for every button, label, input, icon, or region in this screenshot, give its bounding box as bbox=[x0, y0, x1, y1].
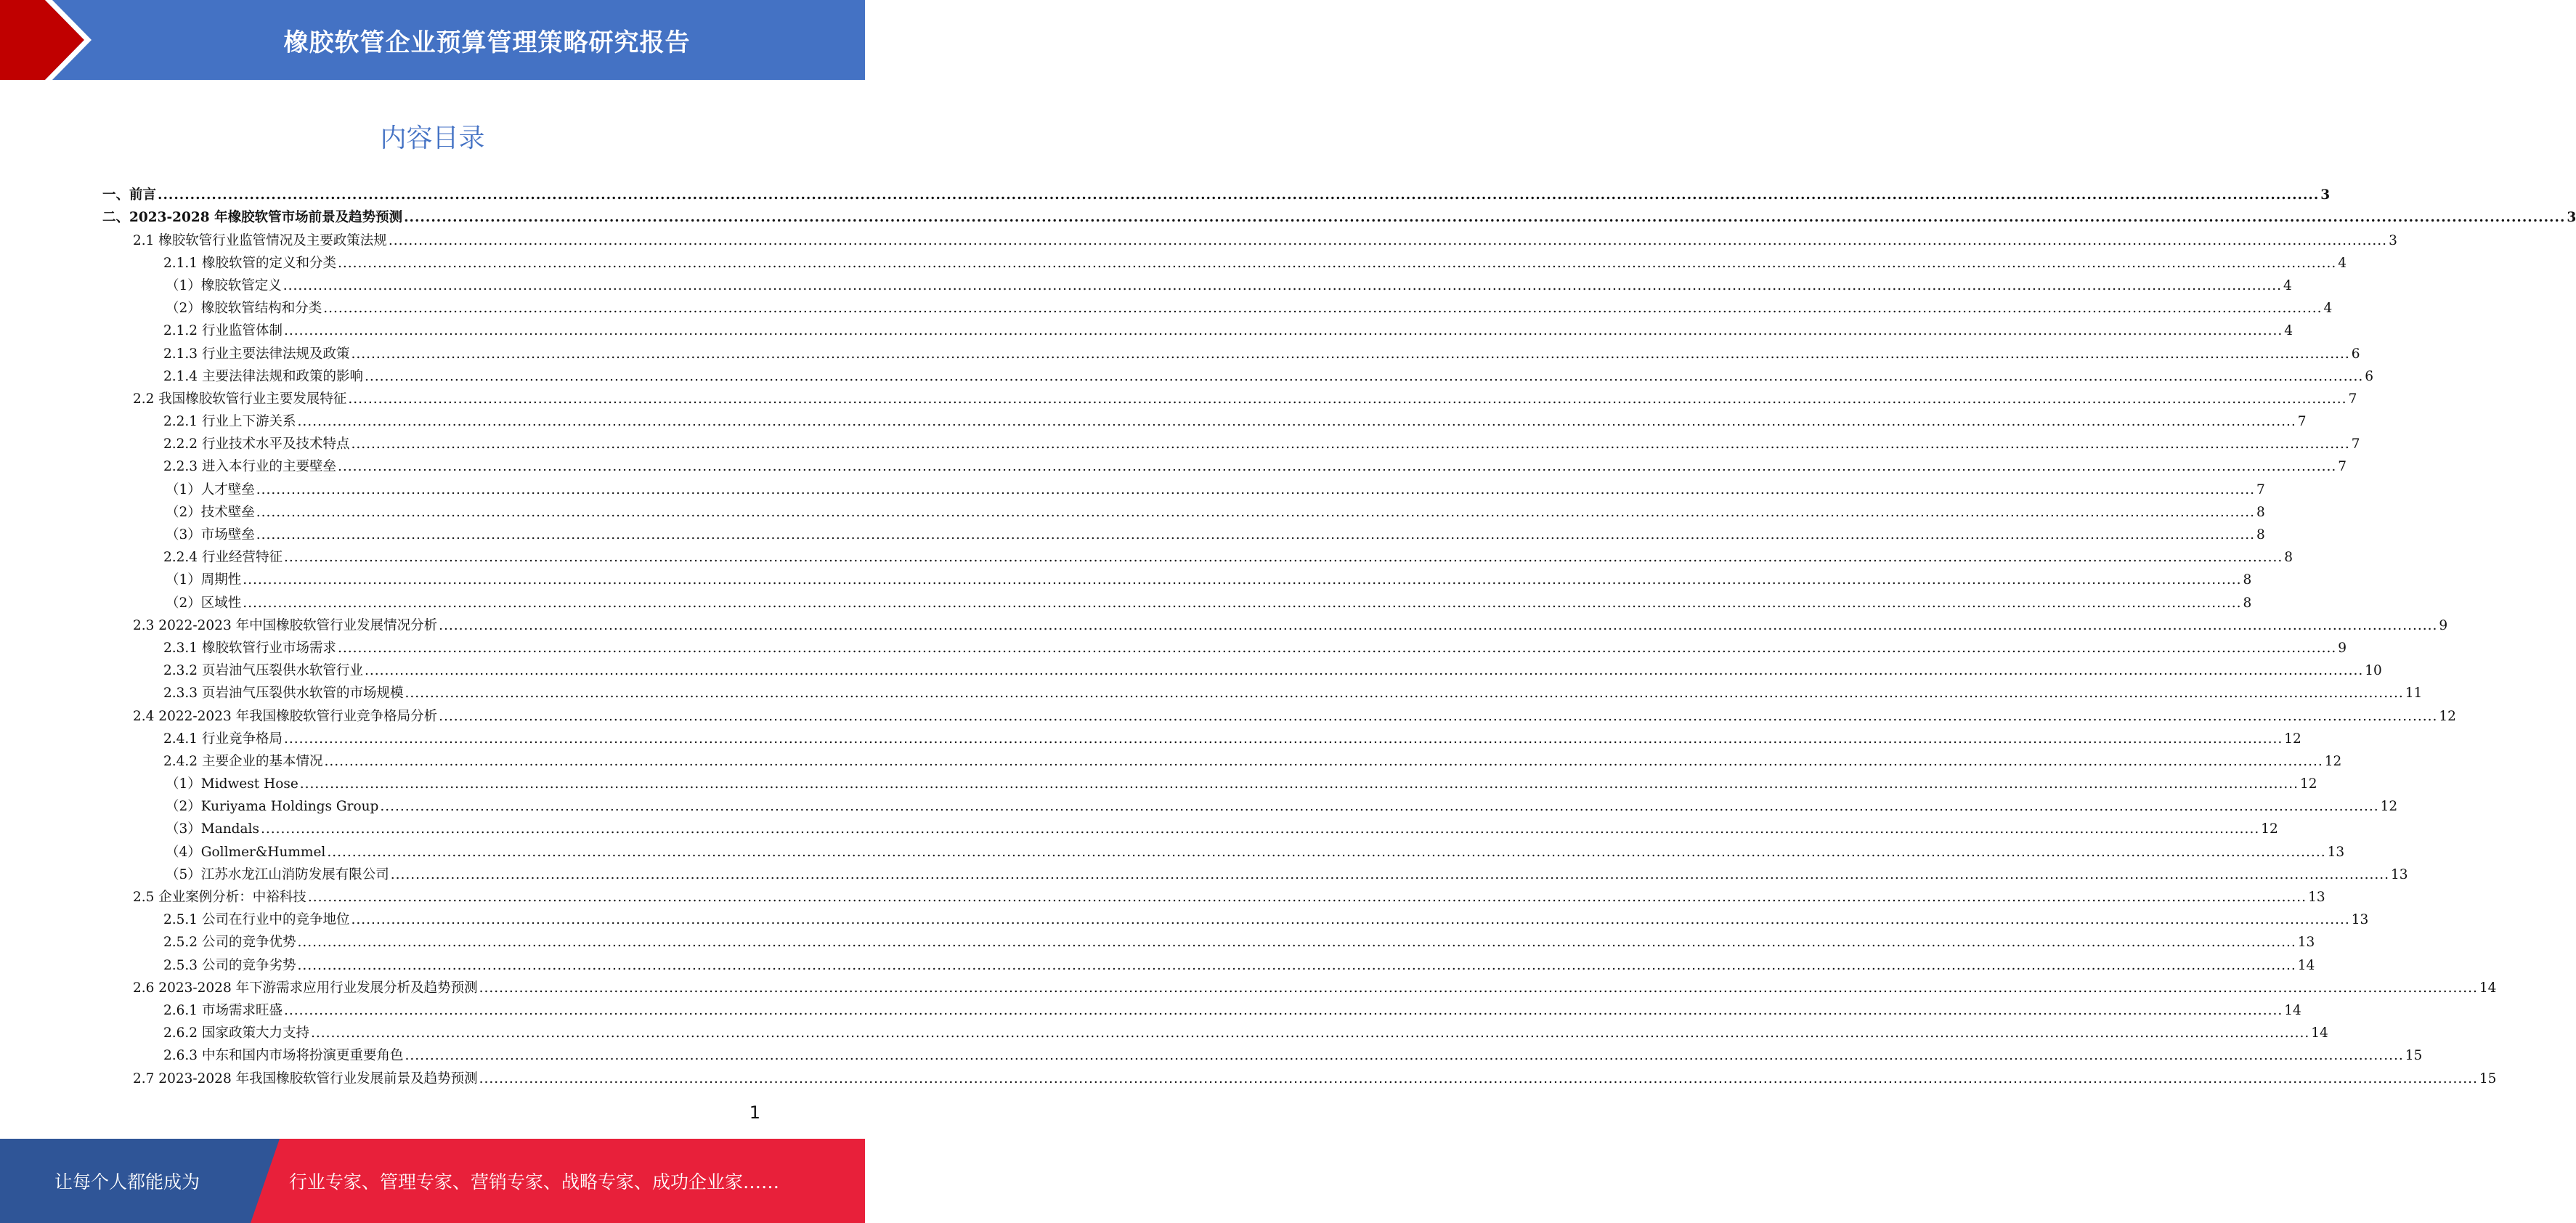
toc-entry[interactable] bbox=[0, 659, 2382, 682]
toc-entry[interactable] bbox=[0, 999, 2301, 1022]
toc-leader-dots: ................................................................................................................................................................................................................................................................................................................................................................................................................ bbox=[307, 890, 2307, 905]
toc-leader-dots: ................................................................................................................................................................................................................................................................................................................................................................................................................ bbox=[351, 912, 2350, 928]
toc-entry[interactable] bbox=[0, 252, 2347, 275]
toc-leader-dots: ................................................................................................................................................................................................................................................................................................................................................................................................................ bbox=[323, 301, 2323, 317]
toc-entry-title: 2.5.3 公司的竞争劣势 bbox=[163, 957, 296, 973]
toc-entry-title: 2.1.4 主要法律法规和政策的影响 bbox=[163, 368, 363, 384]
toc-entry-page: 9 bbox=[2338, 640, 2347, 656]
toc-leader-dots: ................................................................................................................................................................................................................................................................................................................................................................................................................ bbox=[297, 957, 2296, 973]
toc-leader-dots: ................................................................................................................................................................................................................................................................................................................................................................................................................ bbox=[364, 663, 2364, 679]
toc-entry-title: 2.2.3 进入本行业的主要壁垒 bbox=[163, 459, 336, 475]
toc-entry-title: 2.4 2022-2023 年我国橡胶软管行业竞争格局分析 bbox=[133, 708, 438, 724]
toc-leader-dots: ................................................................................................................................................................................................................................................................................................................................................................................................................ bbox=[439, 708, 2438, 724]
toc-leader-dots: ................................................................................................................................................................................................................................................................................................................................................................................................................ bbox=[337, 459, 2337, 475]
toc-entry-page: 13 bbox=[2327, 844, 2345, 860]
toc-entry-page: 14 bbox=[2284, 1002, 2301, 1018]
toc-leader-dots: ................................................................................................................................................................................................................................................................................................................................................................................................................ bbox=[404, 210, 2566, 226]
page-number: 1 bbox=[749, 1102, 760, 1123]
toc-entry[interactable] bbox=[0, 365, 2373, 388]
toc-entry[interactable] bbox=[0, 297, 2333, 320]
toc-entry-title: 2.5 企业案例分析：中裕科技 bbox=[133, 890, 306, 905]
toc-entry-page: 8 bbox=[2256, 527, 2265, 543]
toc-entry-title: （1）橡胶软管定义 bbox=[166, 277, 282, 293]
toc-entry[interactable] bbox=[0, 773, 2317, 795]
toc-leader-dots: ................................................................................................................................................................................................................................................................................................................................................................................................................ bbox=[439, 617, 2438, 633]
toc-entry-title: 2.3.3 页岩油气压裂供水软管的市场规模 bbox=[163, 686, 404, 702]
toc-entry-title: 2.2.4 行业经营特征 bbox=[163, 550, 283, 566]
toc-entry-title: （1）周期性 bbox=[166, 572, 242, 588]
toc-entry-title: （2）区域性 bbox=[166, 595, 242, 611]
arrow-decoration-icon bbox=[0, 0, 109, 80]
toc-entry-title: 2.6.2 国家政策大力支持 bbox=[163, 1025, 309, 1041]
toc-entry[interactable] bbox=[0, 524, 2265, 546]
toc-leader-dots: ................................................................................................................................................................................................................................................................................................................................................................................................................ bbox=[158, 187, 2320, 203]
toc-leader-dots: ................................................................................................................................................................................................................................................................................................................................................................................................................ bbox=[283, 323, 2283, 339]
toc-entry-title: 2.1.3 行业主要法律法规及政策 bbox=[163, 346, 350, 362]
toc-entry-page: 4 bbox=[2284, 323, 2293, 339]
toc-entry[interactable] bbox=[0, 840, 2345, 863]
toc-entry-page: 11 bbox=[2405, 686, 2423, 702]
toc-entry[interactable] bbox=[0, 886, 2325, 909]
toc-entry-title: （3）市场壁垒 bbox=[166, 527, 255, 543]
toc-entry-title: （4）Gollmer&Hummel bbox=[166, 844, 326, 860]
toc-entry[interactable] bbox=[0, 275, 2292, 297]
toc-entry[interactable] bbox=[0, 591, 2252, 614]
toc-leader-dots: ................................................................................................................................................................................................................................................................................................................................................................................................................ bbox=[260, 821, 2260, 837]
toc-leader-dots: ................................................................................................................................................................................................................................................................................................................................................................................................................ bbox=[337, 255, 2337, 271]
toc-entry-title: 2.2.2 行业技术水平及技术特点 bbox=[163, 436, 350, 452]
toc-entry-page: 13 bbox=[2297, 935, 2315, 951]
report-title: 橡胶软管企业预算管理策略研究报告 bbox=[283, 28, 691, 57]
toc-entry-title: （2）技术壁垒 bbox=[166, 504, 255, 520]
toc-leader-dots: ................................................................................................................................................................................................................................................................................................................................................................................................................ bbox=[283, 550, 2283, 566]
toc-leader-dots: ................................................................................................................................................................................................................................................................................................................................................................................................................ bbox=[283, 731, 2283, 747]
toc-entry[interactable] bbox=[0, 410, 2307, 433]
toc-entry-title: （2）橡胶软管结构和分类 bbox=[166, 301, 322, 317]
toc-entry-page: 7 bbox=[2348, 391, 2357, 407]
toc-entry[interactable] bbox=[0, 569, 2252, 591]
toc-entry-title: 2.3.2 页岩油气压裂供水软管行业 bbox=[163, 663, 363, 679]
toc-leader-dots: ................................................................................................................................................................................................................................................................................................................................................................................................................ bbox=[351, 346, 2350, 362]
toc-entry-page: 12 bbox=[2261, 821, 2278, 837]
toc-leader-dots: ................................................................................................................................................................................................................................................................................................................................................................................................................ bbox=[243, 572, 2242, 588]
toc-entry[interactable] bbox=[0, 501, 2265, 524]
toc-entry[interactable] bbox=[0, 977, 2497, 999]
toc-entry-page: 6 bbox=[2351, 346, 2360, 362]
toc-entry[interactable] bbox=[0, 546, 2293, 569]
toc-leader-dots: ................................................................................................................................................................................................................................................................................................................................................................................................................ bbox=[348, 391, 2347, 407]
toc-entry-page: 3 bbox=[2320, 187, 2331, 203]
toc-leader-dots: ................................................................................................................................................................................................................................................................................................................................................................................................................ bbox=[297, 414, 2296, 430]
toc-leader-dots: ................................................................................................................................................................................................................................................................................................................................................................................................................ bbox=[283, 1002, 2283, 1018]
toc-entry-page: 13 bbox=[2308, 890, 2325, 905]
toc-entry-title: 2.5.2 公司的竞争优势 bbox=[163, 935, 296, 951]
toc-entry-page: 6 bbox=[2365, 368, 2373, 384]
toc-entry-page: 8 bbox=[2243, 572, 2252, 588]
toc-entry-page: 12 bbox=[2439, 708, 2456, 724]
toc-leader-dots: ................................................................................................................................................................................................................................................................................................................................................................................................................ bbox=[324, 753, 2323, 769]
toc-leader-dots: ................................................................................................................................................................................................................................................................................................................................................................................................................ bbox=[256, 527, 2256, 543]
toc-leader-dots: ................................................................................................................................................................................................................................................................................................................................................................................................................ bbox=[364, 368, 2364, 384]
footer-banner bbox=[0, 1139, 865, 1223]
toc-entry[interactable] bbox=[0, 614, 2448, 637]
toc-entry[interactable] bbox=[0, 818, 2278, 840]
header-banner bbox=[0, 0, 865, 80]
toc-entry[interactable] bbox=[0, 704, 2456, 727]
toc-entry-page: 14 bbox=[2311, 1025, 2328, 1041]
toc-entry-title: 2.1 橡胶软管行业监管情况及主要政策法规 bbox=[133, 232, 387, 248]
toc-entry-page: 9 bbox=[2439, 617, 2448, 633]
toc-entry-title: 一、前言 bbox=[102, 187, 157, 203]
toc-entry-title: （1）人才壁垒 bbox=[166, 482, 255, 497]
toc-entry-title: （3）Mandals bbox=[166, 821, 259, 837]
toc-entry-page: 8 bbox=[2256, 504, 2265, 520]
toc-entry[interactable] bbox=[0, 320, 2293, 342]
toc-entry[interactable] bbox=[0, 184, 2331, 206]
table-of-contents bbox=[0, 184, 2576, 1090]
toc-leader-dots: ................................................................................................................................................................................................................................................................................................................................................................................................................ bbox=[337, 640, 2337, 656]
toc-entry-title: 2.1.1 橡胶软管的定义和分类 bbox=[163, 255, 336, 271]
toc-entry-page: 12 bbox=[2380, 799, 2398, 815]
toc-entry[interactable] bbox=[0, 206, 2576, 229]
toc-entry[interactable] bbox=[0, 954, 2315, 976]
toc-entry-title: 2.2 我国橡胶软管行业主要发展特征 bbox=[133, 391, 347, 407]
toc-entry-title: 2.6 2023-2028 年下游需求应用行业发展分析及趋势预测 bbox=[133, 980, 478, 996]
toc-entry-page: 14 bbox=[2297, 957, 2315, 973]
toc-entry-page: 3 bbox=[2389, 232, 2397, 248]
toc-entry[interactable] bbox=[0, 682, 2423, 704]
toc-entry[interactable] bbox=[0, 433, 2360, 455]
toc-leader-dots: ................................................................................................................................................................................................................................................................................................................................................................................................................ bbox=[283, 277, 2283, 293]
toc-entry-page: 15 bbox=[2405, 1048, 2423, 1064]
toc-entry-title: （2）Kuriyama Holdings Group bbox=[166, 799, 379, 815]
toc-entry-title: （1）Midwest Hose bbox=[166, 776, 298, 792]
toc-entry-page: 12 bbox=[2324, 753, 2342, 769]
toc-entry[interactable] bbox=[0, 750, 2342, 773]
toc-entry[interactable] bbox=[0, 637, 2347, 659]
toc-leader-dots: ................................................................................................................................................................................................................................................................................................................................................................................................................ bbox=[479, 1070, 2478, 1086]
toc-leader-dots: ................................................................................................................................................................................................................................................................................................................................................................................................................ bbox=[380, 799, 2379, 815]
toc-entry[interactable] bbox=[0, 1044, 2423, 1067]
toc-entry[interactable] bbox=[0, 909, 2369, 931]
toc-entry-title: （5）江苏水龙江山消防发展有限公司 bbox=[166, 866, 389, 882]
toc-entry-title: 2.6.1 市场需求旺盛 bbox=[163, 1002, 283, 1018]
toc-leader-dots: ................................................................................................................................................................................................................................................................................................................................................................................................................ bbox=[390, 866, 2390, 882]
toc-entry-title: 2.4.2 主要企业的基本情况 bbox=[163, 753, 323, 769]
toc-entry[interactable] bbox=[0, 1067, 2497, 1089]
toc-entry-page: 7 bbox=[2351, 436, 2360, 452]
toc-entry-page: 15 bbox=[2479, 1070, 2497, 1086]
toc-entry-page: 14 bbox=[2479, 980, 2497, 996]
toc-entry-page: 8 bbox=[2243, 595, 2252, 611]
toc-entry-page: 4 bbox=[2338, 255, 2347, 271]
toc-leader-dots: ................................................................................................................................................................................................................................................................................................................................................................................................................ bbox=[351, 436, 2350, 452]
toc-entry-page: 3 bbox=[2567, 210, 2576, 226]
toc-entry-title: 2.4.1 行业竞争格局 bbox=[163, 731, 283, 747]
toc-leader-dots: ................................................................................................................................................................................................................................................................................................................................................................................................................ bbox=[405, 1048, 2404, 1064]
toc-entry-title: 二、2023-2028 年橡胶软管市场前景及趋势预测 bbox=[102, 210, 403, 226]
toc-entry-title: 2.3 2022-2023 年中国橡胶软管行业发展情况分析 bbox=[133, 617, 438, 633]
toc-entry-title: 2.2.1 行业上下游关系 bbox=[163, 414, 296, 430]
toc-entry-title: 2.6.3 中东和国内市场将扮演更重要角色 bbox=[163, 1048, 404, 1064]
toc-leader-dots: ................................................................................................................................................................................................................................................................................................................................................................................................................ bbox=[243, 595, 2242, 611]
toc-leader-dots: ................................................................................................................................................................................................................................................................................................................................................................................................................ bbox=[405, 686, 2404, 702]
toc-heading: 内容目录 bbox=[380, 123, 485, 153]
toc-entry[interactable] bbox=[0, 478, 2265, 500]
toc-leader-dots: ................................................................................................................................................................................................................................................................................................................................................................................................................ bbox=[256, 482, 2256, 497]
footer-slogan-left: 让每个人都能成为 bbox=[54, 1171, 200, 1192]
toc-entry-title: 2.1.2 行业监管体制 bbox=[163, 323, 283, 339]
toc-entry-page: 7 bbox=[2338, 459, 2347, 475]
toc-entry[interactable] bbox=[0, 1022, 2328, 1044]
toc-entry-page: 12 bbox=[2284, 731, 2301, 747]
toc-entry[interactable] bbox=[0, 229, 2397, 251]
toc-entry-page: 4 bbox=[2323, 301, 2333, 317]
toc-leader-dots: ................................................................................................................................................................................................................................................................................................................................................................................................................ bbox=[479, 980, 2478, 996]
toc-entry[interactable] bbox=[0, 342, 2360, 365]
toc-entry-page: 4 bbox=[2283, 277, 2292, 293]
toc-entry-page: 8 bbox=[2284, 550, 2293, 566]
toc-entry-page: 12 bbox=[2300, 776, 2317, 792]
toc-entry-title: 2.3.1 橡胶软管行业市场需求 bbox=[163, 640, 336, 656]
toc-entry-page: 10 bbox=[2365, 663, 2382, 679]
toc-entry-title: 2.7 2023-2028 年我国橡胶软管行业发展前景及趋势预测 bbox=[133, 1070, 478, 1086]
footer-slogan-right: 行业专家、管理专家、营销专家、战略专家、成功企业家…… bbox=[289, 1171, 780, 1192]
toc-entry[interactable] bbox=[0, 455, 2347, 478]
toc-leader-dots: ................................................................................................................................................................................................................................................................................................................................................................................................................ bbox=[388, 232, 2388, 248]
toc-entry[interactable] bbox=[0, 931, 2315, 954]
toc-leader-dots: ................................................................................................................................................................................................................................................................................................................................................................................................................ bbox=[299, 776, 2299, 792]
toc-entry[interactable] bbox=[0, 728, 2301, 750]
toc-entry[interactable] bbox=[0, 388, 2357, 410]
toc-entry[interactable] bbox=[0, 795, 2398, 818]
toc-entry-page: 7 bbox=[2256, 482, 2265, 497]
toc-entry-title: 2.5.1 公司在行业中的竞争地位 bbox=[163, 912, 350, 928]
toc-entry-page: 13 bbox=[2351, 912, 2369, 928]
toc-leader-dots: ................................................................................................................................................................................................................................................................................................................................................................................................................ bbox=[256, 504, 2256, 520]
toc-leader-dots: ................................................................................................................................................................................................................................................................................................................................................................................................................ bbox=[327, 844, 2326, 860]
toc-leader-dots: ................................................................................................................................................................................................................................................................................................................................................................................................................ bbox=[297, 935, 2296, 951]
toc-entry-page: 7 bbox=[2297, 414, 2307, 430]
toc-leader-dots: ................................................................................................................................................................................................................................................................................................................................................................................................................ bbox=[310, 1025, 2310, 1041]
toc-entry[interactable] bbox=[0, 864, 2408, 886]
toc-entry-page: 13 bbox=[2391, 866, 2408, 882]
